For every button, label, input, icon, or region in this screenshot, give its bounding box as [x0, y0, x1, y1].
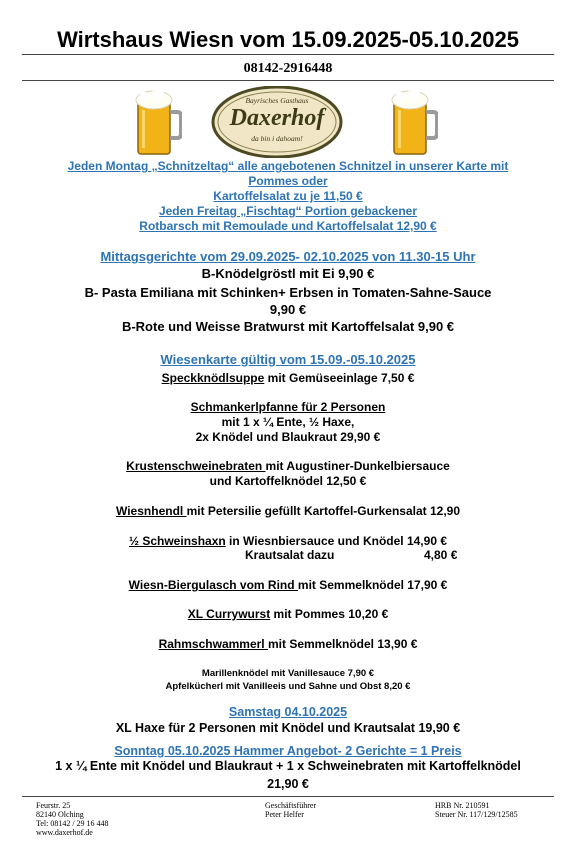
- menu-item-detail: und Kartoffelknödel 12,50 €: [209, 474, 367, 488]
- lunch-item: B-Knödelgröstl mit Ei 9,90 €: [201, 266, 375, 281]
- promo-line: Jeden Freitag „Fischtag“ Portion gebackener: [158, 204, 418, 218]
- footer-divider: [22, 796, 554, 797]
- dessert-item: Marillenknödel mit Vanillesauce 7,90 €: [201, 668, 375, 679]
- menu-item-detail: Krautsalat dazu: [245, 548, 335, 562]
- promo-line: Kartoffelsalat zu je 11,50 €: [213, 189, 363, 203]
- footer-address: Feurstr. 25 82140 Olching Tel: 08142 / 29 16 448 www.daxerhof.de: [36, 801, 109, 837]
- menu-item: Krustenschweinebraten mit Augustiner-Dunkelbiersauce: [126, 459, 450, 473]
- menu-item: ½ Schweinshaxn in Wiesnbiersauce und Knödel 14,90 €: [129, 534, 447, 548]
- phone-number: 08142-2916448: [243, 61, 333, 76]
- phone-divider: [22, 80, 554, 81]
- dessert-item: Apfelkücherl mit Vanilleeis und Sahne und Obst 8,20 €: [165, 681, 411, 692]
- logo-name: Daxerhof: [229, 105, 325, 131]
- logo-top-text: Bayrisches Gasthaus: [245, 96, 309, 105]
- beer-mug-right-icon: [390, 88, 438, 158]
- sunday-item: 1 x ¼ Ente mit Knödel und Blaukraut + 1 x Schweinebraten mit Kartoffelknödel: [55, 759, 521, 773]
- page-title: Wirtshaus Wiesn vom 15.09.2025-05.10.2025: [57, 27, 519, 52]
- lunch-item: B- Pasta Emiliana mit Schinken+ Erbsen in Tomaten-Sahne-Sauce: [84, 285, 492, 300]
- saturday-item: XL Haxe für 2 Personen mit Knödel und Krautsalat 19,90 €: [115, 721, 461, 735]
- footer-registration: HRB Nr. 210591 Steuer Nr. 117/129/12585: [435, 801, 518, 819]
- promo-line: Jeden Montag „Schnitzeltag“ alle angebotenen Schnitzel in unserer Karte mit: [67, 159, 509, 173]
- daxerhof-logo: [211, 86, 343, 158]
- promo-line: Pommes oder: [248, 174, 328, 188]
- footer-manager: Geschäftsführer Peter Helfer: [265, 801, 317, 819]
- menu-item: Wiesn-Biergulasch vom Rind mit Semmelknödel 17,90 €: [128, 578, 448, 592]
- lunch-heading: Mittagsgerichte vom 29.09.2025- 02.10.2025 von 11.30-15 Uhr: [100, 249, 476, 264]
- promo-line: Rotbarsch mit Remoulade und Kartoffelsalat 12,90 €: [139, 219, 437, 233]
- menu-item: Speckknödlsuppe mit Gemüseeinlage 7,50 €: [161, 371, 415, 385]
- beer-mug-left-icon: [134, 88, 182, 158]
- menu-item: XL Currywurst mit Pommes 10,20 €: [187, 607, 389, 621]
- logo-tagline: da bin i dahoam!: [251, 134, 303, 143]
- website-link[interactable]: www.daxerhof.de: [36, 828, 93, 837]
- menu-item-detail: mit 1 x ¼ Ente, ½ Haxe,: [221, 415, 355, 429]
- menu-item: Wiesnhendl mit Petersilie gefüllt Kartoffel-Gurkensalat 12,90: [116, 504, 460, 518]
- menu-item: Schmankerlpfanne für 2 Personen: [190, 400, 386, 414]
- title-divider: [22, 54, 554, 55]
- menu-item-detail: 2x Knödel und Blaukraut 29,90 €: [195, 430, 381, 444]
- menu-item: Rahmschwammerl mit Semmelknödel 13,90 €: [158, 637, 418, 651]
- saturday-heading: Samstag 04.10.2025: [228, 705, 348, 719]
- sunday-price: 21,90 €: [267, 777, 309, 791]
- sunday-heading: Sonntag 05.10.2025 Hammer Angebot- 2 Gerichte = 1 Preis: [114, 744, 462, 758]
- lunch-item-price: 9,90 €: [269, 302, 307, 317]
- wiesn-heading: Wiesenkarte gültig vom 15.09.-05.10.2025: [160, 352, 416, 367]
- lunch-item: B-Rote und Weisse Bratwurst mit Kartoffelsalat 9,90 €: [121, 319, 455, 334]
- menu-item-price: 4,80 €: [424, 548, 458, 562]
